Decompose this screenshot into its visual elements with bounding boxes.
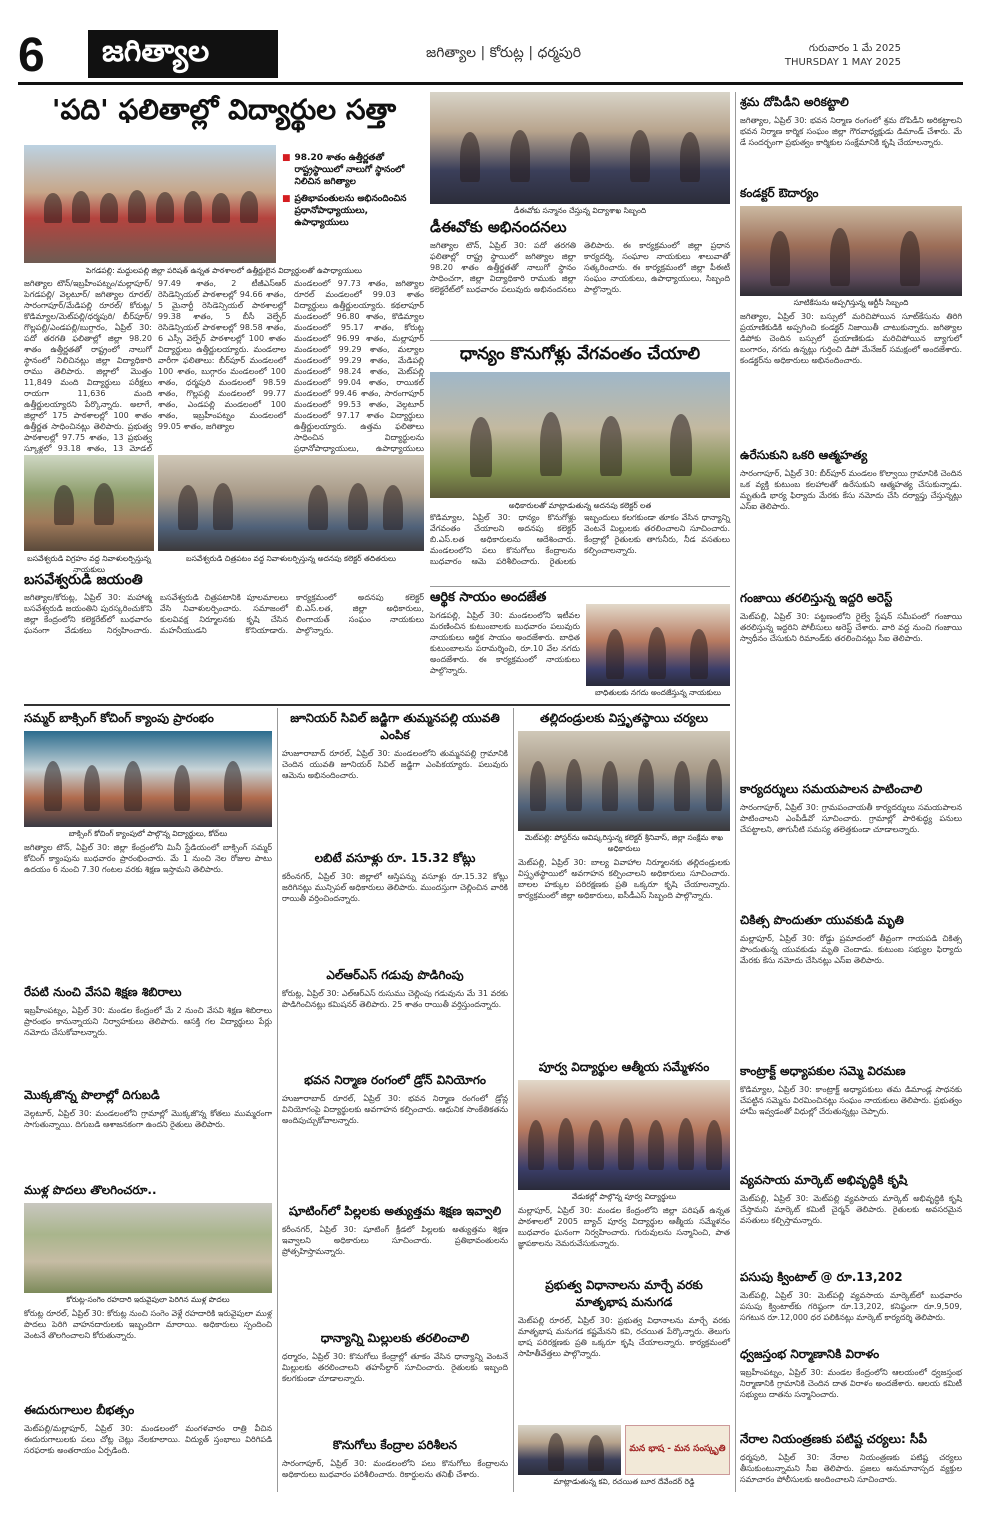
aid-body: పెగడపల్లి, ఏప్రిల్ 30: మండలంలోని ఇటీవల మరణించిన కుటుంబాలకు బుధవారం పలువురు నాయకులు ఆర్థిక సాయం అందజేశారు. బాధిత కుటుంబాలను పరామర్శించి, రూ.10 వేల నగదు అందజేశారు. ఈ కార్యక్రమంలో నాయకులు పాల్గొన్నారు. [430,611,580,675]
basava-photo-caption-1: బసవేశ్వరుడి విగ్రహం వద్ద నివాళులర్పిస్తున్న నాయకులు [27,554,151,574]
briefs-column [740,92,962,1492]
brief-headline: కార్యదర్శులు సమయపాలన పాటించాలి [740,782,923,796]
lead-headline: 'పది' ఫలితాల్లో విద్యార్థుల సత్తా [51,93,397,126]
bullet-icon: ■ [282,153,291,163]
thorns-photo-caption: కోరుట్ల-సంగెం రహదారి ఇరువైపులా పెరిగిన ముళ్ల పొదలు [66,1295,230,1304]
basava-photo-caption-2: బసవేశ్వరుడి చిత్రపటం వద్ద నివాళులర్పిస్తున్న అదనపు కలెక్టర్ తదితరులు [186,554,396,563]
aid-headline: ఆర్థిక సాయం అందజేత [430,590,547,605]
language-banner: మన భాష - మన సంస్కృతి [625,1425,730,1475]
lead-highlights [282,152,422,234]
brief-headline: పసుపు క్వింటాల్ @ రూ.13,202 [740,1270,903,1284]
brief-headline: కొనుగోలు కేంద్రాల పరిశీలన [332,1438,458,1452]
column-divider [513,708,514,1492]
grain-headline: ధాన్యం కొనుగోళ్లు వేగవంతం చేయాలి [459,344,701,364]
section-divider [24,704,730,706]
boxing-photo-caption: బాక్సింగ్ కోచింగ్ క్యాంపులో పాల్గొన్న విద్యార్థులు, కోచ్‌లు [68,829,228,838]
brief-body: కరీంనగర్, ఏప్రిల్ 30: జిల్లాలో ఆస్తిపన్ను వసూళ్లు రూ.15.32 కోట్లు జరిగినట్లు మున్సిపల్ అధికారులు తెలిపారు. ముందస్తుగా చెల్లించిన వారికి రాయితీ వర్తించిందన్నారు. [282,872,508,903]
brief-headline: నేరాల నియంత్రణకు పటిష్ట చర్యలు: సీపీ [740,1432,927,1446]
brief-body: సారంగాపూర్, ఏప్రిల్ 30: గ్రామపంచాయతీ కార్యదర్శులు సమయపాలన పాటించాలని ఎంపీడీవో సూచించారు. గ్రామాల్లో పారిశుద్ధ్య పనులు చేపట్టాలని, తాగునీటి సమస్య తలెత్తకుండా చూడాలన్నారు. [740,803,962,834]
bullet-icon: ■ [282,194,291,204]
brief-body: జగిత్యాల టౌన్, ఏప్రిల్ 30: జిల్లా కేంద్రంలోని మినీ స్టేడియంలో బాక్సింగ్ సమ్మర్ కోచింగ్ క్యాంపును బుధవారం ప్రారంభించారు. మే 1 నుంచి నెల రోజుల పాటు ఉదయం 6 నుంచి 7.30 గంటల వరకు శిక్షణ ఇస్తామని తెలిపారు. [24,843,272,874]
brief-body: ఇబ్రహీంపట్నం, ఏప్రిల్ 30: మండల కేంద్రంలోని ఆలయంలో ధ్వజస్తంభ నిర్మాణానికి గ్రామానికి చెందిన దాత విరాళం అందజేశారు. ఆలయ కమిటీ సభ్యులు దాతను సన్మానించారు. [740,1368,962,1399]
basava-headline: బసవేశ్వరుడి జయంతి [24,572,143,588]
column-divider [735,92,736,1492]
grain-photo-caption: అధికారులతో మాట్లాడుతున్న అదనపు కలెక్టర్ లత [508,501,652,510]
divider [430,586,730,587]
basava-photo-2 [158,455,424,551]
speaker-photo [518,1425,621,1475]
brief-headline: గంజాయి తరలిస్తున్న ఇద్దరి అరెస్ట్ [740,591,893,605]
aid-photo-caption: బాధితులకు నగదు అందజేస్తున్న నాయకులు [594,688,722,697]
brief-body: కరీంనగర్, ఏప్రిల్ 30: షూటింగ్ క్రీడలో పిల్లలకు అత్యుత్తమ శిక్షణ ఇవ్వాలని అధికారులు సూచించారు. ప్రతిభావంతులను ప్రోత్సహిస్తామన్నారు. [282,1225,508,1256]
alumni-photo-caption: వేడుకల్లో పాల్గొన్న పూర్వ విద్యార్థులు [571,1192,677,1201]
lead-body-col2: 97.49 శాతం, 2 టీజీఎస్ఆర్ రెసిడెన్సియల్ పాఠశాలల్లో 94.66 శాతం, 5 మైనార్టీ రెసిడెన్సియల్ పాఠశాలల్లో 99.38 శాతం, 5 బీసీ వెల్ఫేర్ రెసిడెన్సియల్ పాఠశాలల్లో 98.58 శాతం, 6 ఎస్సీ వెల్ఫేర్ పాఠశాలల్లో 100 శాతం విద్యార్థులు ఉత్తీర్ణులయ్యారు. మండలాల వారీగా ఫలితాలు: బీర్‌పూర్ మండలంలో 100 శాతం, బుగ్గారం మండలంలో 100 శాతం, ధర్మపురి మండలంలో 98.59 శాతం, గొల్లపల్లి మండలంలో 99.77 శాతం, ఎండపల్లి మండలంలో 100 శాతం, ఇబ్రహీంపట్నం మండలంలో 99.05 శాతం, జగిత్యాల [158,279,286,431]
brief-body: వెల్గటూర్, ఏప్రిల్ 30: మండలంలోని గ్రామాల్లో మొక్కజొన్న కోతలు ముమ్మరంగా సాగుతున్నాయి. దిగుబడి ఆశాజనకంగా ఉందని రైతులు తెలిపారు. [24,1109,272,1129]
conductor-photo [740,206,962,296]
brief-body: ధర్మారం, ఏప్రిల్ 30: కొనుగోలు కేంద్రాల్లో తూకం వేసిన ధాన్యాన్ని వెంటనే మిల్లులకు తరలించాలని తహసీల్దార్ సూచించారు. రైతులకు ఇబ్బంది కలగకుండా చూడాలన్నారు. [282,1352,508,1383]
brief-headline: రేపటి నుంచి వేసవి శిక్షణ శిబిరాలు [24,985,182,999]
brief-body: కోరుట్ల, ఏప్రిల్ 30: ఎల్ఆర్ఎస్ రుసుము చెల్లింపు గడువును మే 31 వరకు పొడిగించినట్లు కమిషనర్ తెలిపారు. 25 శాతం రాయితీ వర్తిస్తుందన్నారు. [282,989,508,1009]
column-divider [277,708,278,1492]
brief-headline: లబిటే వసూళ్లు రూ. 15.32 కోట్లు [314,851,476,865]
brief-headline: ధాన్యాన్ని మిల్లులకు తరలించాలి [320,1331,470,1345]
brief-headline: పూర్వ విద్యార్థుల ఆత్మీయ సమ్మేళనం [538,1060,710,1074]
issue-date [785,42,901,70]
basava-body: జగిత్యాల/కోరుట్ల, ఏప్రిల్ 30: మహాత్మ బసవేశ్వరుడి జయంతిని పురస్కరించుకొని జిల్లా కేంద్రంలోని కలెక్టరేట్‌లో బుధవారం ఘనంగా వేడుకలు నిర్వహించారు. బసవేశ్వరుడి చిత్రపటానికి పూలమాలలు వేసి నివాళులర్పించారు. సమాజంలో కులవివక్ష నిర్మూలనకు కృషి చేసిన మహనీయుడని కొనియాడారు. కార్యక్రమంలో అదనపు కలెక్టర్ బి.ఎస్.లత, జిల్లా అధికారులు, లింగాయత్ సంఘం నాయకులు పాల్గొన్నారు. [24,593,424,635]
alumni-photo [518,1080,730,1190]
brief-headline: చికిత్స పొందుతూ యువకుడి మృతి [740,913,904,927]
brief-headline: షూటింగ్‌లో పిల్లలకు అత్యుత్తమ శిక్షణ ఇవ్వాలి [288,1204,502,1218]
brief-body: మెట్‌పల్లి, ఏప్రిల్ 30: మెట్‌పల్లి వ్యవసాయ మార్కెట్ అభివృద్ధికి కృషి చేస్తామని మార్కెట్ కమిటీ చైర్మన్ తెలిపారు. రైతులకు అవసరమైన వసతులు కల్పిస్తామన్నారు. [740,1194,962,1225]
brief-body: మెట్‌పల్లి, ఏప్రిల్ 30: పట్టణంలోని రైల్వే స్టేషన్ సమీపంలో గంజాయి తరలిస్తున్న ఇద్దరిని పోలీసులు అరెస్ట్ చేశారు. వారి వద్ద నుంచి గంజాయి స్వాధీనం చేసుకుని రిమాండ్‌కు తరలించినట్లు సీఐ తెలిపారు. [740,612,962,643]
grain-body: కొడిమ్యాల, ఏప్రిల్ 30: ధాన్యం కొనుగోళ్లు వేగవంతం చేయాలని అదనపు కలెక్టర్ బి.ఎస్.లత అధికారులను ఆదేశించారు. మండలంలోని పలు కొనుగోలు కేంద్రాలను బుధవారం ఆమె పరిశీలించారు. రైతులకు ఇబ్బందులు కలగకుండా తూకం వేసిన ధాన్యాన్ని వెంటనే మిల్లులకు తరలించాలని సూచించారు. కేంద్రాల్లో రైతులకు తాగునీరు, నీడ వసతులు కల్పించాలన్నారు. [430,513,730,566]
lower-left-column [24,708,272,1492]
aid-photo [586,604,730,686]
brief-body: హుజూరాబాద్ రూరల్, ఏప్రిల్ 30: భవన నిర్మాణ రంగంలో డ్రోన్ల వినియోగంపై విద్యార్థులకు అవగాహన కల్పించారు. ఆధునిక సాంకేతికతను అందిపుచ్చుకోవాలన్నారు. [282,1094,508,1125]
brief-body: హుజూరాబాద్ రూరల్, ఏప్రిల్ 30: మండలంలోని తుమ్మనపల్లి గ్రామానికి చెందిన యువతి జూనియర్ సివిల్ జడ్జిగా ఎంపికయ్యారు. పలువురు ఆమెను అభినందించారు. [282,749,508,780]
brief-body: మెట్‌పల్లి/మల్లాపూర్, ఏప్రిల్ 30: మండలంలో మంగళవారం రాత్రి వీచిన ఈదురుగాలులకు పలు చోట్ల చెట్లు నేలకూలాయి. విద్యుత్ స్తంభాలు విరిగిపడి సరఫరాకు అంతరాయం ఏర్పడింది. [24,1424,272,1455]
basava-photo-1 [24,455,154,551]
poster-photo [518,731,730,831]
brief-headline: తల్లిదండ్రులకు విస్తృతస్థాయి చర్యలు [539,711,708,725]
brief-body: మల్లాపూర్, ఏప్రిల్ 30: రోడ్డు ప్రమాదంలో తీవ్రంగా గాయపడి చికిత్స పొందుతున్న యువకుడు మృతి చెందాడు. కుటుంబ సభ్యుల ఫిర్యాదు మేరకు కేసు నమోదు చేసినట్లు ఎస్ఐ తెలిపారు. [740,934,962,965]
lead-photo-caption: పెగడపల్లి: మద్దులపల్లి జిల్లా పరిషత్ ఉన్నత పాఠశాలలో ఉత్తీర్ణులైన విద్యార్థులతో ఉపాధ్యాయులు [86,266,362,275]
lower-mid-column [282,708,508,1492]
poster-photo-caption: మెట్‌పల్లి: పోస్టర్‌ను ఆవిష్కరిస్తున్న కలెక్టర్ శ్రీనివాస్, జిల్లా సంక్షేమ శాఖ అధికారులు [524,833,724,853]
section-title: జగిత్యాల [88,30,278,78]
brief-headline: ప్రభుత్వ విధానాలను మార్చే వరకు మాతృభాష మనుగడ [545,1278,703,1309]
deo-body: జగిత్యాల టౌన్, ఏప్రిల్ 30: పదో తరగతి ఫలితాల్లో రాష్ట్ర స్థాయిలో జగిత్యాల జిల్లా 98.20 శాతం ఉత్తీర్ణతతో నాలుగో స్థానం సాధించగా, జిల్లా విద్యాధికారి రాముకు జిల్లా కలెక్టరేట్‌లో బుధవారం పలువురు అభినందనలు తెలిపారు. ఈ కార్యక్రమంలో జిల్లా ప్రధాన కార్యదర్శి, సంఘాల నాయకులు శాలువాతో సత్కరించారు. ఈ కార్యక్రమంలో జిల్లా పీఈటీ సంఘం నాయకులు, ఉపాధ్యాయులు, సిబ్బంది పాల్గొన్నారు. [430,241,730,294]
lead-story [24,92,424,128]
brief-headline: వ్యవసాయ మార్కెట్ అభివృద్ధికి కృషి [740,1173,908,1187]
masthead [0,0,981,86]
brief-headline: ధ్వజస్తంభ నిర్మాణానికి విరాళం [740,1347,880,1361]
lead-body-col1: జగిత్యాల టౌన్/ఇబ్రహీంపట్నం/మల్లాపూర్/ పెగడపల్లి/ వెల్గటూర్/ జగిత్యాల రూరల్/ సారంగాపూర్/మేడిపల్లి రూరల్/ కోరుట్ల/కొడిమ్యాల/మెట్‌పల్లి/ధర్మపురి/ బీర్‌పూర్/గొల్లపల్లి/ఎండపల్లి/బుగ్గారం, ఏప్రిల్ 30: పదో తరగతి ఫలితాల్లో జిల్లా 98.20 శాతం ఉత్తీర్ణతతో రాష్ట్రంలో నాలుగో స్థానంలో నిలిచినట్లు జిల్లా విద్యాధికారి రాము తెలిపారు. జిల్లాలో మొత్తం 11,849 మంది విద్యార్థులు పరీక్షలు రాయగా 11,636 మంది ఉత్తీర్ణులయ్యారని పేర్కొన్నారు. అలాగే, జిల్లాలో 175 పాఠశాలల్లో 100 శాతం ఉత్తీర్ణత సాధించినట్లు తెలిపారు. ప్రభుత్వ పాఠశాలల్లో 97.75 శాతం, 13 ప్రభుత్వ స్కూళ్లలో 93.18 శాతం, 13 మోడల్ [24,279,152,453]
thorns-photo [24,1203,272,1293]
brief-headline: జూనియర్ సివిల్ జడ్జిగా తుమ్మనపల్లి యువతి ఎంపిక [290,711,500,742]
brief-headline: సమ్మర్ బాక్సింగ్ కోచింగ్ క్యాంపు ప్రారంభం [24,711,214,725]
brief-headline: మొక్కజొన్న పొలాల్లో దిగుబడి [24,1088,160,1102]
deo-photo-caption: డీఈవోకు సన్మానం చేస్తున్న విద్యాశాఖ సిబ్బంది [513,206,647,215]
deo-photo [430,92,730,204]
brief-body: జగిత్యాల, ఏప్రిల్ 30: బస్సులో మరిచిపోయిన సూట్‌కేసును తిరిగి ప్రయాణికుడికి అప్పగించి కండక్టర్ నిజాయితీ చాటుకున్నారు. జగిత్యాల డిపోకు చెందిన బస్సులో ప్రయాణికుడు మరిచిపోయిన బ్యాగులో బంగారం, నగదు ఉన్నట్లు గుర్తించి డిపో మేనేజర్ సమక్షంలో అందజేశారు. కండక్టర్‌ను అధికారులు అభినందించారు. [740,312,962,365]
brief-body: ఇబ్రహీంపట్నం, ఏప్రిల్ 30: మండల కేంద్రంలో మే 2 నుంచి వేసవి శిక్షణ శిబిరాలు ప్రారంభం కానున్నాయని నిర్వాహకులు తెలిపారు. ఆసక్తి గల విద్యార్థులు పేర్లు నమోదు చేసుకోవాలన్నారు. [24,1006,272,1037]
language-event-photos [518,1425,730,1475]
brief-body: మెట్‌పల్లి రూరల్, ఏప్రిల్ 30: ప్రభుత్వ విధానాలను మార్చే వరకు మాతృభాష మనుగడ కష్టమేనని కవి, రచయిత పేర్కొన్నారు. తెలుగు భాష పరిరక్షణకు ప్రతి ఒక్కరూ కృషి చేయాలన్నారు. కార్యక్రమంలో సాహితీవేత్తలు పాల్గొన్నారు. [518,1316,730,1358]
issue-date-telugu: గురువారం 1 మే 2025 [808,43,901,54]
brief-headline: ముళ్ల పొదలు తొలగించరూ.. [24,1183,157,1197]
brief-body: మెట్‌పల్లి, ఏప్రిల్ 30: మెట్‌పల్లి వ్యవసాయ మార్కెట్‌లో బుధవారం పసుపు క్వింటాల్‌కు గరిష్ఠంగా రూ.13,202, కనిష్ఠంగా రూ.9,509, సగటున రూ.12,000 ధర పలికినట్లు మార్కెట్ కార్యదర్శి తెలిపారు. [740,1291,962,1322]
deo-headline: డీఈవోకు అభినందనలు [430,218,567,236]
brief-headline: కాంట్రాక్ట్ అధ్యాపకుల సమ్మె విరమణ [740,1064,906,1078]
lead-body-col3: మండలంలో 97.73 శాతం, జగిత్యాల రూరల్ మండలంలో 99.03 శాతం విద్యార్థులు ఉత్తీర్ణులయ్యారు. కథలాపూర్ మండలంలో 96.80 శాతం, కొడిమ్యాల మండలంలో 95.17 శాతం, కోరుట్ల మండలంలో 96.99 శాతం, మల్లాపూర్ మండలంలో 99.29 శాతం, మల్యాల మండలంలో 99.29 శాతం, మేడిపల్లి మండలంలో 98.24 శాతం, మెట్‌పల్లి మండలంలో 99.04 శాతం, రాయికల్ మండలంలో 99.46 శాతం, సారంగాపూర్ మండలంలో 99.53 శాతం, వెల్గటూర్ మండలంలో 97.17 శాతం విద్యార్థులు ఉత్తీర్ణులయ్యారు. ఉత్తమ ఫలితాలు సాధించిన విద్యార్థులను ప్రధానోపాధ్యాయులు, ఉపాధ్యాయులు [294,279,424,453]
lower-right-mid-column [518,708,730,1492]
brief-body: కోరుట్ల రూరల్, ఏప్రిల్ 30: కోరుట్ల నుంచి సంగెం వెళ్లే రహదారికి ఇరువైపులా ముళ్ల పొదలు పెరిగి వాహనదారులకు ఇబ్బందిగా మారాయి. అధికారులు స్పందించి వెంటనే తొలగించాలని కోరుతున్నారు. [24,1309,272,1340]
highlight-item: ■ 98.20 శాతం ఉత్తీర్ణతతో రాష్ట్రస్థాయిలో నాలుగో స్థానంలో నిలిచిన జగిత్యాల [282,153,405,187]
brief-headline: భవన నిర్మాణ రంగంలో డ్రోన్ వినియోగం [304,1073,486,1087]
brief-headline: ఎల్ఆర్ఎస్ గడువు పొడిగింపు [326,968,464,982]
brief-headline: ఉరేసుకుని ఒకరి ఆత్మహత్య [740,448,868,462]
boxing-photo [24,731,272,827]
brief-body: కొడిమ్యాల, ఏప్రిల్ 30: కాంట్రాక్ట్ అధ్యాపకులు తమ డిమాండ్ల సాధనకు చేపట్టిన సమ్మెను విరమించినట్లు సంఘం నాయకులు తెలిపారు. ప్రభుత్వం హామీ ఇవ్వడంతో విధుల్లో చేరుతున్నట్లు చెప్పారు. [740,1085,962,1116]
divider [430,340,730,341]
brief-headline: శ్రమ దోపిడీని అరికట్టాలి [740,95,849,109]
brief-headline: ఈదురుగాలుల బీభత్సం [24,1403,135,1417]
conductor-photo-caption: సూటికేసును అప్పగిస్తున్న ఆర్టీసీ సిబ్బంది [793,298,909,307]
grain-photo [430,372,730,498]
highlight-item: ■ ప్రతిభావంతులను అభినందించిన ప్రధానోపాధ్యాయులు, ఉపాధ్యాయులు [282,194,407,228]
brief-body: సారంగాపూర్, ఏప్రిల్ 30: మండలంలోని పలు కొనుగోలు కేంద్రాలను అధికారులు బుధవారం పరిశీలించారు. రికార్డులను తనిఖీ చేశారు. [282,1459,508,1479]
page-number: 6 [18,28,78,80]
brief-body: సారంగాపూర్, ఏప్రిల్ 30: బీర్‌పూర్ మండలం కొల్వాయి గ్రామానికి చెందిన ఒక వ్యక్తి కుటుంబ కలహాలతో ఉరేసుకుని ఆత్మహత్య చేసుకున్నాడు. మృతుడి భార్య ఫిర్యాదు మేరకు కేసు నమోదు చేసి దర్యాప్తు చేస్తున్నట్లు ఎస్ఐ తెలిపారు. [740,469,962,511]
brief-body: మెట్‌పల్లి, ఏప్రిల్ 30: బాల్య వివాహాల నిర్మూలనకు తల్లిదండ్రులకు విస్తృతస్థాయిలో అవగాహన కల్పించాలని అధికారులు సూచించారు. బాలల హక్కుల పరిరక్షణకు ప్రతి ఒక్కరూ కృషి చేయాలన్నారు. కార్యక్రమంలో జిల్లా అధికారులు, ఐసీడీఎస్ సిబ్బంది పాల్గొన్నారు. [518,858,730,900]
lead-photo [24,145,276,263]
brief-body: మల్లాపూర్, ఏప్రిల్ 30: మండల కేంద్రంలోని జిల్లా పరిషత్ ఉన్నత పాఠశాలలో 2005 బ్యాచ్ పూర్వ విద్యార్థుల ఆత్మీయ సమ్మేళనం బుధవారం ఘనంగా నిర్వహించారు. గురువులను సన్మానించి, పాత జ్ఞాపకాలను నెమరువేసుకున్నారు. [518,1206,730,1248]
brief-headline: కండక్టర్ ఔదార్యం [740,186,819,200]
masthead-rule [18,82,963,85]
brief-body: జగిత్యాల, ఏప్రిల్ 30: భవన నిర్మాణ రంగంలో శ్రమ దోపిడీని అరికట్టాలని భవన నిర్మాణ కార్మిక సంఘం జిల్లా గౌరవాధ్యక్షుడు డిమాండ్ చేశారు. మే డే సందర్భంగా ప్రభుత్వం కార్మికుల సంక్షేమానికి కృషి చేయాలన్నారు. [740,116,962,147]
section-subtitle: జగిత్యాల | కోరుట్ల | ధర్మపురి [426,45,582,61]
issue-date-english: THURSDAY 1 MAY 2025 [784,57,901,68]
brief-body: ధర్మపురి, ఏప్రిల్ 30: నేరాల నియంత్రణకు పటిష్ట చర్యలు తీసుకుంటున్నామని సీఐ తెలిపారు. ప్రజలు అనుమానాస్పద వ్యక్తుల సమాచారం పోలీసులకు అందించాలని సూచించారు. [740,1453,962,1484]
speaker-photo-caption: మాట్లాడుతున్న కవి, రచయిత బూర దేవేందర్ రెడ్డి [553,1477,695,1486]
